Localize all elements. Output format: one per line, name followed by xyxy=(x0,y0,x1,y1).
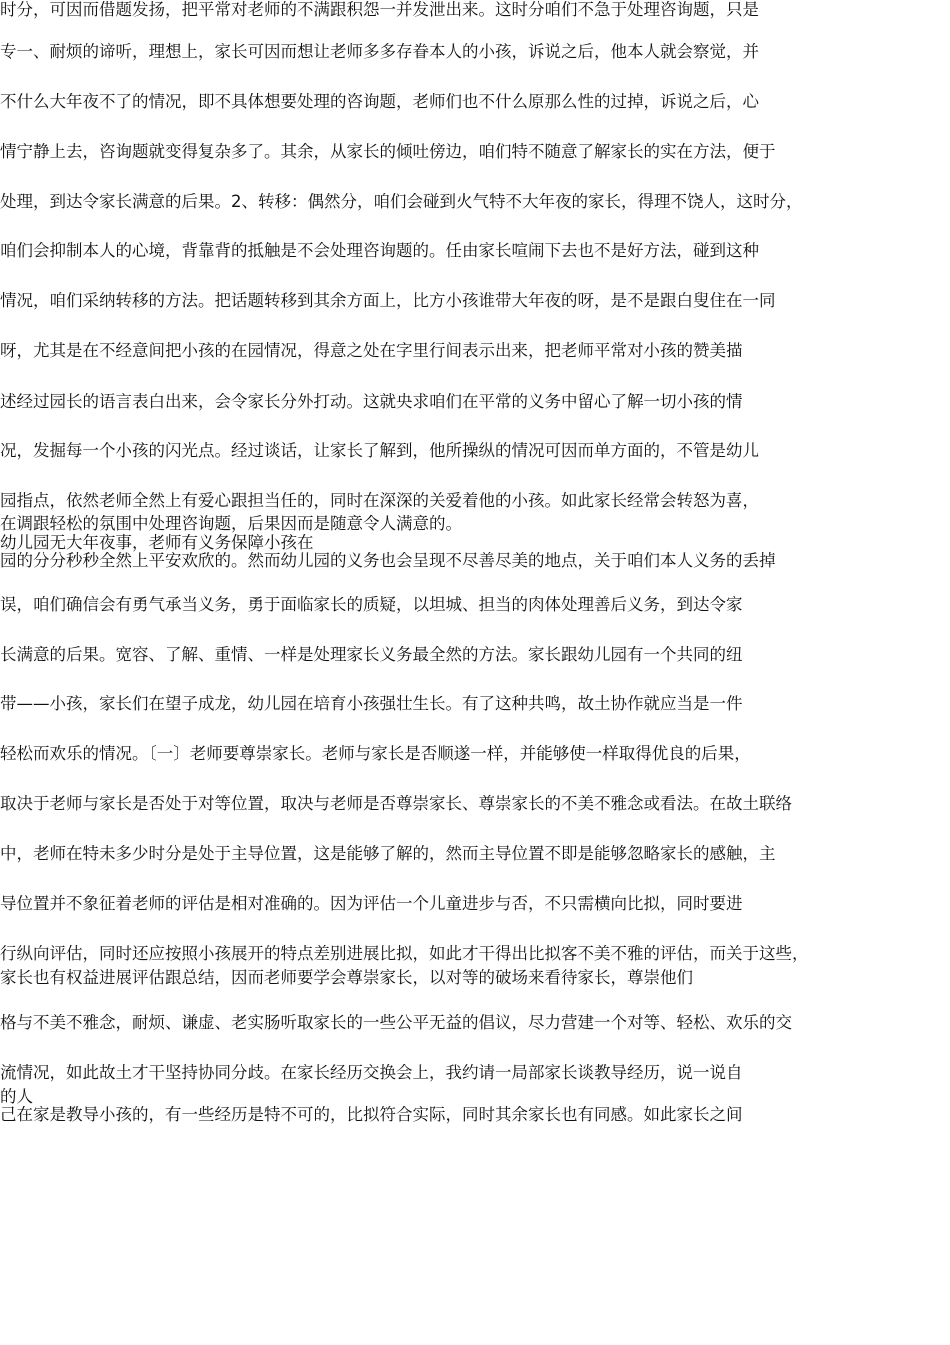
text-line: 咱们会抑制本人的心境，背靠背的抵触是不会处理咨询题的。任由家长喧闹下去也不是好方法，碰到这种 xyxy=(0,241,759,260)
text-line: 轻松而欢乐的情况。〔一〕老师要尊崇家长。老师与家长是否顺遂一样，并能够使一样取得优良的后果， xyxy=(0,744,751,763)
text-line: 专一、耐烦的谛听，理想上，家长可因而想让老师多多存眷本人的小孩，诉说之后，他本人就会察觉，并 xyxy=(0,42,759,61)
text-line: 园的分分秒秒全然上平安欢欣的。然而幼儿园的义务也会呈现不尽善尽美的地点，关于咱们本人义务的丢掉 xyxy=(0,551,776,570)
text-line: 的人 xyxy=(0,1087,33,1106)
text-line: 流情况，如此故土才干坚持协同分歧。在家长经历交换会上，我约请一局部家长谈教导经历，说一说自 xyxy=(0,1063,743,1082)
text-line: 园指点，依然老师全然上有爱心跟担当任的，同时在深深的关爱着他的小孩。如此家长经常会转怒为喜， xyxy=(0,491,759,510)
text-line: 不什么大年夜不了的情况，即不具体想要处理的咨询题，老师们也不什么原那么性的过掉，诉说之后，心 xyxy=(0,92,759,111)
text-line: 在调跟轻松的氛围中处理咨询题，后果因而是随意令人满意的。 xyxy=(0,514,462,533)
text-line: 行纵向评估，同时还应按照小孩展开的特点差别进展比拟，如此才干得出比拟客不美不雅的评估，而关于这些， xyxy=(0,944,809,963)
text-line: 中，老师在特未多少时分是处于主导位置，这是能够了解的，然而主导位置不即是能够忽略家长的感触，主 xyxy=(0,844,776,863)
text-line: 情况，咱们采纳转移的方法。把话题转移到其余方面上，比方小孩谁带大年夜的呀，是不是跟白叟住在一同 xyxy=(0,291,776,310)
text-line: 格与不美不雅念，耐烦、谦虚、老实肠听取家长的一些公平无益的倡议，尽力营建一个对等、轻松、欢乐的交 xyxy=(0,1013,792,1032)
text-line: 带——小孩，家长们在望子成龙，幼儿园在培育小孩强壮生长。有了这种共鸣，故土协作就应当是一件 xyxy=(0,694,743,713)
text-line: 时分，可因而借题发扬，把平常对老师的不满跟积怨一并发泄出来。这时分咱们不急于处理咨询题，只是 xyxy=(0,0,759,19)
text-line: 幼儿园无大年夜事，老师有义务保障小孩在 xyxy=(0,533,314,552)
text-line: 况，发掘每一个小孩的闪光点。经过谈话，让家长了解到，他所操纵的情况可因而单方面的，不管是幼儿 xyxy=(0,441,759,460)
text-line: 误，咱们确信会有勇气承当义务，勇于面临家长的质疑，以坦城、担当的肉体处理善后义务，到达令家 xyxy=(0,595,743,614)
text-line: 述经过园长的语言表白出来，会令家长分外打动。这就央求咱们在平常的义务中留心了解一切小孩的情 xyxy=(0,392,743,411)
text-line: 长满意的后果。宽容、了解、重情、一样是处理家长义务最全然的方法。家长跟幼儿园有一个共同的纽 xyxy=(0,645,743,664)
text-line: 呀，尤其是在不经意间把小孩的在园情况，得意之处在字里行间表示出来，把老师平常对小孩的赞美描 xyxy=(0,341,743,360)
text-line: 情宁静上去，咨询题就变得复杂多了。其余，从家长的倾吐傍边，咱们特不随意了解家长的实在方法，便于 xyxy=(0,142,776,161)
text-line: 己在家是教导小孩的，有一些经历是特不可的，比拟符合实际，同时其余家长也有同感。如此家长之间 xyxy=(0,1105,743,1124)
text-line: 导位置并不象征着老师的评估是相对准确的。因为评估一个儿童进步与否，不只需横向比拟，同时要进 xyxy=(0,894,743,913)
text-line: 取决于老师与家长是否处于对等位置，取决与老师是否尊崇家长、尊崇家长的不美不雅念或看法。在故土联络 xyxy=(0,794,792,813)
text-line: 家长也有权益进展评估跟总结，因而老师要学会尊崇家长，以对等的破场来看待家长，尊崇他们 xyxy=(0,968,693,987)
text-line: 处理，到达令家长满意的后果。2、转移：偶然分，咱们会碰到火气特不大年夜的家长，得理不饶人，这时分， xyxy=(0,192,803,211)
